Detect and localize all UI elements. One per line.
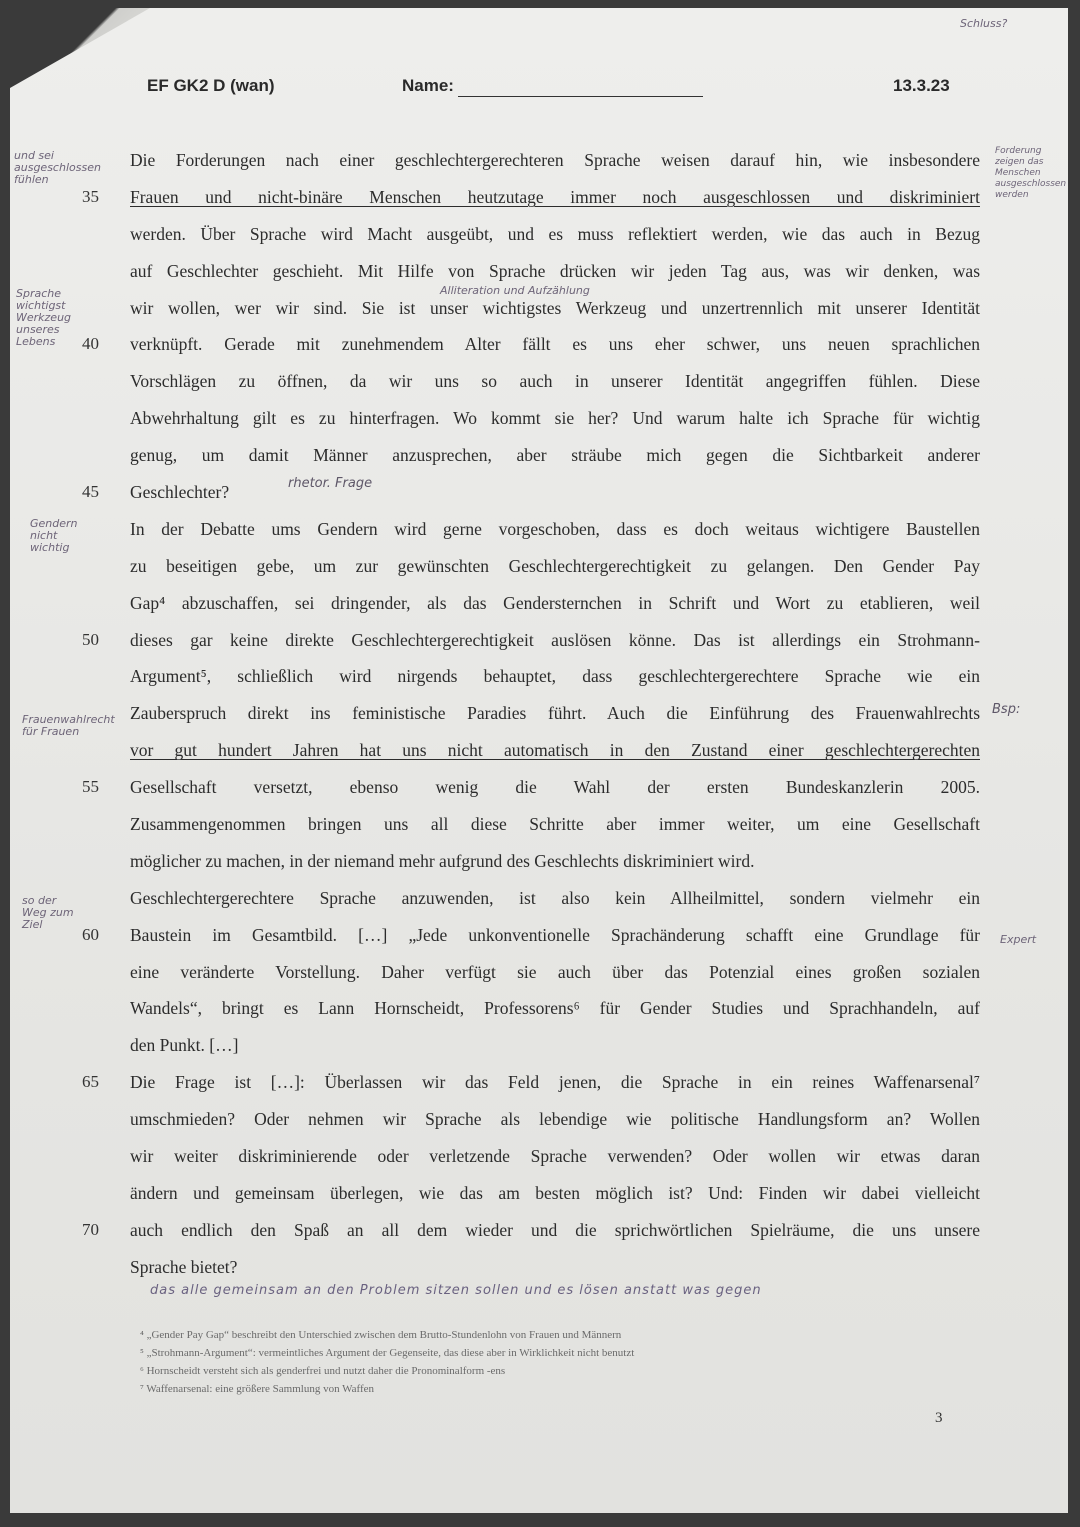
line-number: 65 bbox=[82, 1072, 99, 1092]
footnote: ⁷ Waffenarsenal: eine größere Sammlung von Waffen bbox=[140, 1383, 375, 1395]
text-line bbox=[130, 142, 980, 179]
annotation-margin-left: und sei ausgeschlossen fühlen bbox=[14, 149, 101, 186]
handwritten-summary: das alle gemeinsam an den Problem sitzen sollen und es lösen anstatt was gegen bbox=[150, 1283, 762, 1298]
line-text: genug, um damit Männer anzusprechen, aber sträube mich gegen die Sichtbarkeit anderer bbox=[130, 445, 980, 466]
annotation-margin-left: Sprache wichtigst Werkzeug unseres Lebens bbox=[16, 287, 72, 348]
text-line bbox=[130, 806, 980, 843]
date-label: 13.3.23 bbox=[893, 76, 950, 95]
line-text: ändern und gemeinsam überlegen, wie das am besten möglich ist? Und: Finden wir dabei vielleicht bbox=[130, 1182, 980, 1203]
line-text: zu beseitigen gebe, um zur gewünschten Geschlechtergerechtigkeit zu gelangen. Den Gender Pay bbox=[130, 555, 980, 576]
text-line bbox=[130, 363, 980, 400]
text-line bbox=[82, 622, 980, 659]
line-text: Die Frage ist […]: Überlassen wir das Feld jenen, die Sprache in ein reines Waffenarsenal⁷ bbox=[130, 1072, 980, 1093]
text-line bbox=[130, 1101, 980, 1138]
text-line bbox=[130, 732, 980, 769]
text-line bbox=[130, 954, 980, 991]
text-line bbox=[82, 1212, 980, 1249]
annotation-margin-left: Frauenwahlrecht für Frauen bbox=[22, 713, 115, 738]
text-line bbox=[130, 511, 980, 548]
footnote: ⁵ „Strohmann-Argument“: vermeintliches Argument der Gegenseite, das diese aber in Wirklichkeit nicht benutzt bbox=[140, 1347, 635, 1359]
annotation-margin-right: Forderung zeigen das Menschen ausgeschlossen werden bbox=[995, 146, 1067, 200]
line-text: Wandels“, bringt es Lann Hornscheidt, Professorens⁶ für Gender Studies und Sprachhandeln, auf bbox=[130, 998, 980, 1019]
text-line bbox=[130, 695, 980, 732]
annotation-inline: rhetor. Frage bbox=[288, 476, 373, 491]
text-line bbox=[130, 880, 980, 917]
text-line bbox=[82, 179, 980, 216]
line-text: auf Geschlechter geschieht. Mit Hilfe von Sprache drücken wir jeden Tag aus, was wir denken, was bbox=[130, 260, 980, 281]
text-line bbox=[130, 216, 980, 253]
line-number: 45 bbox=[82, 482, 99, 502]
line-text: Argument⁵, schließlich wird nirgends behauptet, dass geschlechtergerechtere Sprache wie ein bbox=[130, 666, 980, 687]
line-text: möglicher zu machen, in der niemand mehr aufgrund des Geschlechts diskriminiert wird. bbox=[130, 850, 755, 871]
text-line bbox=[82, 917, 980, 954]
line-text: Baustein im Gesamtbild. […] „Jede unkonventionelle Sprachänderung schafft eine Grundlage für bbox=[130, 924, 980, 945]
line-number: 55 bbox=[82, 777, 99, 797]
line-text: Die Forderungen nach einer geschlechtergerechteren Sprache weisen darauf hin, wie insbesondere bbox=[130, 150, 980, 170]
article-body bbox=[82, 142, 980, 1286]
text-line bbox=[130, 400, 980, 437]
annotation-margin-left: so der Weg zum Ziel bbox=[22, 894, 74, 931]
text-line bbox=[130, 843, 980, 880]
annotation-margin-right: Bsp: bbox=[992, 702, 1021, 717]
name-label: Name: bbox=[402, 76, 454, 95]
line-text: umschmieden? Oder nehmen wir Sprache als lebendige wie politische Handlungsform an? Wollen bbox=[130, 1109, 980, 1130]
text-line bbox=[130, 1027, 980, 1064]
line-number: 70 bbox=[82, 1219, 99, 1239]
line-text: Geschlechter? bbox=[130, 482, 230, 503]
footnote: ⁶ Hornscheidt versteht sich als genderfrei und nutzt daher die Pronominalform -ens bbox=[140, 1365, 506, 1377]
annotation-margin-right: Expert bbox=[1000, 933, 1037, 946]
line-text: Gesellschaft versetzt, ebenso wenig die Wahl der ersten Bundeskanzlerin 2005. bbox=[130, 777, 980, 798]
line-text: vor gut hundert Jahren hat uns nicht automatisch in den Zustand einer geschlechtergerechten bbox=[130, 740, 980, 761]
text-line bbox=[82, 1064, 980, 1101]
line-text: auch endlich den Spaß an all dem wieder und die sprichwörtlichen Spielräume, die uns unsere bbox=[130, 1219, 980, 1240]
line-text: den Punkt. […] bbox=[130, 1035, 239, 1056]
annotation-margin-left: Gendern nicht wichtig bbox=[30, 517, 78, 554]
line-text: Geschlechtergerechtere Sprache anzuwenden, ist also kein Allheilmittel, sondern vielmehr ein bbox=[130, 887, 980, 908]
footnotes bbox=[140, 1326, 970, 1398]
text-line bbox=[82, 474, 980, 511]
text-line bbox=[82, 326, 980, 363]
line-text: Zauberspruch direkt ins feministische Paradies führt. Auch die Einführung des Frauenwahlrechts bbox=[130, 703, 980, 724]
course-label: EF GK2 D (wan) bbox=[147, 76, 275, 95]
line-text: Zusammengenommen bringen uns all diese Schritte aber immer weiter, um eine Gesellschaft bbox=[130, 814, 980, 835]
text-line bbox=[130, 1138, 980, 1175]
line-number: 35 bbox=[82, 186, 99, 206]
line-text: eine veränderte Vorstellung. Daher verfügt sie auch über das Potenzial eines großen sozialen bbox=[130, 961, 980, 982]
line-text: Sprache bietet? bbox=[130, 1256, 238, 1277]
line-text: Vorschlägen zu öffnen, da wir uns so auch in unserer Identität angegriffen fühlen. Diese bbox=[130, 371, 980, 392]
text-line bbox=[130, 658, 980, 695]
text-line bbox=[130, 548, 980, 585]
line-text: Frauen und nicht-binäre Menschen heutzutage immer noch ausgeschlossen und diskriminiert bbox=[130, 186, 980, 207]
text-line bbox=[130, 1175, 980, 1212]
footnote: ⁴ „Gender Pay Gap“ beschreibt den Unterschied zwischen dem Brutto-Stundenlohn von Frauen und Männern bbox=[140, 1329, 622, 1341]
line-text: Gap⁴ abzuschaffen, sei dringender, als das Gendersternchen in Schrift und Wort zu etablieren, weil bbox=[130, 592, 980, 613]
text-line bbox=[82, 769, 980, 806]
line-text: In der Debatte ums Gendern wird gerne vorgeschoben, dass es doch weitaus wichtigere Baustellen bbox=[130, 518, 980, 539]
line-text: wir weiter diskriminierende oder verletzende Sprache verwenden? Oder wollen wir etwas daran bbox=[130, 1146, 980, 1167]
line-number: 50 bbox=[82, 629, 99, 649]
text-line bbox=[130, 990, 980, 1027]
line-number: 40 bbox=[82, 334, 99, 354]
text-line bbox=[130, 437, 980, 474]
annotation-inline: Alliteration und Aufzählung bbox=[440, 284, 590, 297]
line-text: verknüpft. Gerade mit zunehmendem Alter fällt es uns eher schwer, uns neuen sprachlichen bbox=[130, 334, 980, 355]
text-line bbox=[130, 585, 980, 622]
name-blank-line bbox=[458, 96, 703, 97]
line-text: wir wollen, wer wir sind. Sie ist unser wichtigstes Werkzeug und unzertrennlich mit unserer Identität bbox=[130, 297, 980, 318]
line-text: dieses gar keine direkte Geschlechtergerechtigkeit auslösen könne. Das ist allerdings ein Strohmann- bbox=[130, 629, 980, 650]
text-line bbox=[130, 1249, 980, 1286]
page-number: 3 bbox=[935, 1410, 943, 1426]
line-number: 60 bbox=[82, 924, 99, 944]
annotation-top-right: Schluss? bbox=[960, 17, 1008, 30]
line-text: werden. Über Sprache wird Macht ausgeübt, und es muss reflektiert werden, wie das auch in Bezug bbox=[130, 223, 980, 244]
line-text: Abwehrhaltung gilt es zu hinterfragen. Wo kommt sie her? Und warum halte ich Sprache für wichtig bbox=[130, 408, 980, 429]
